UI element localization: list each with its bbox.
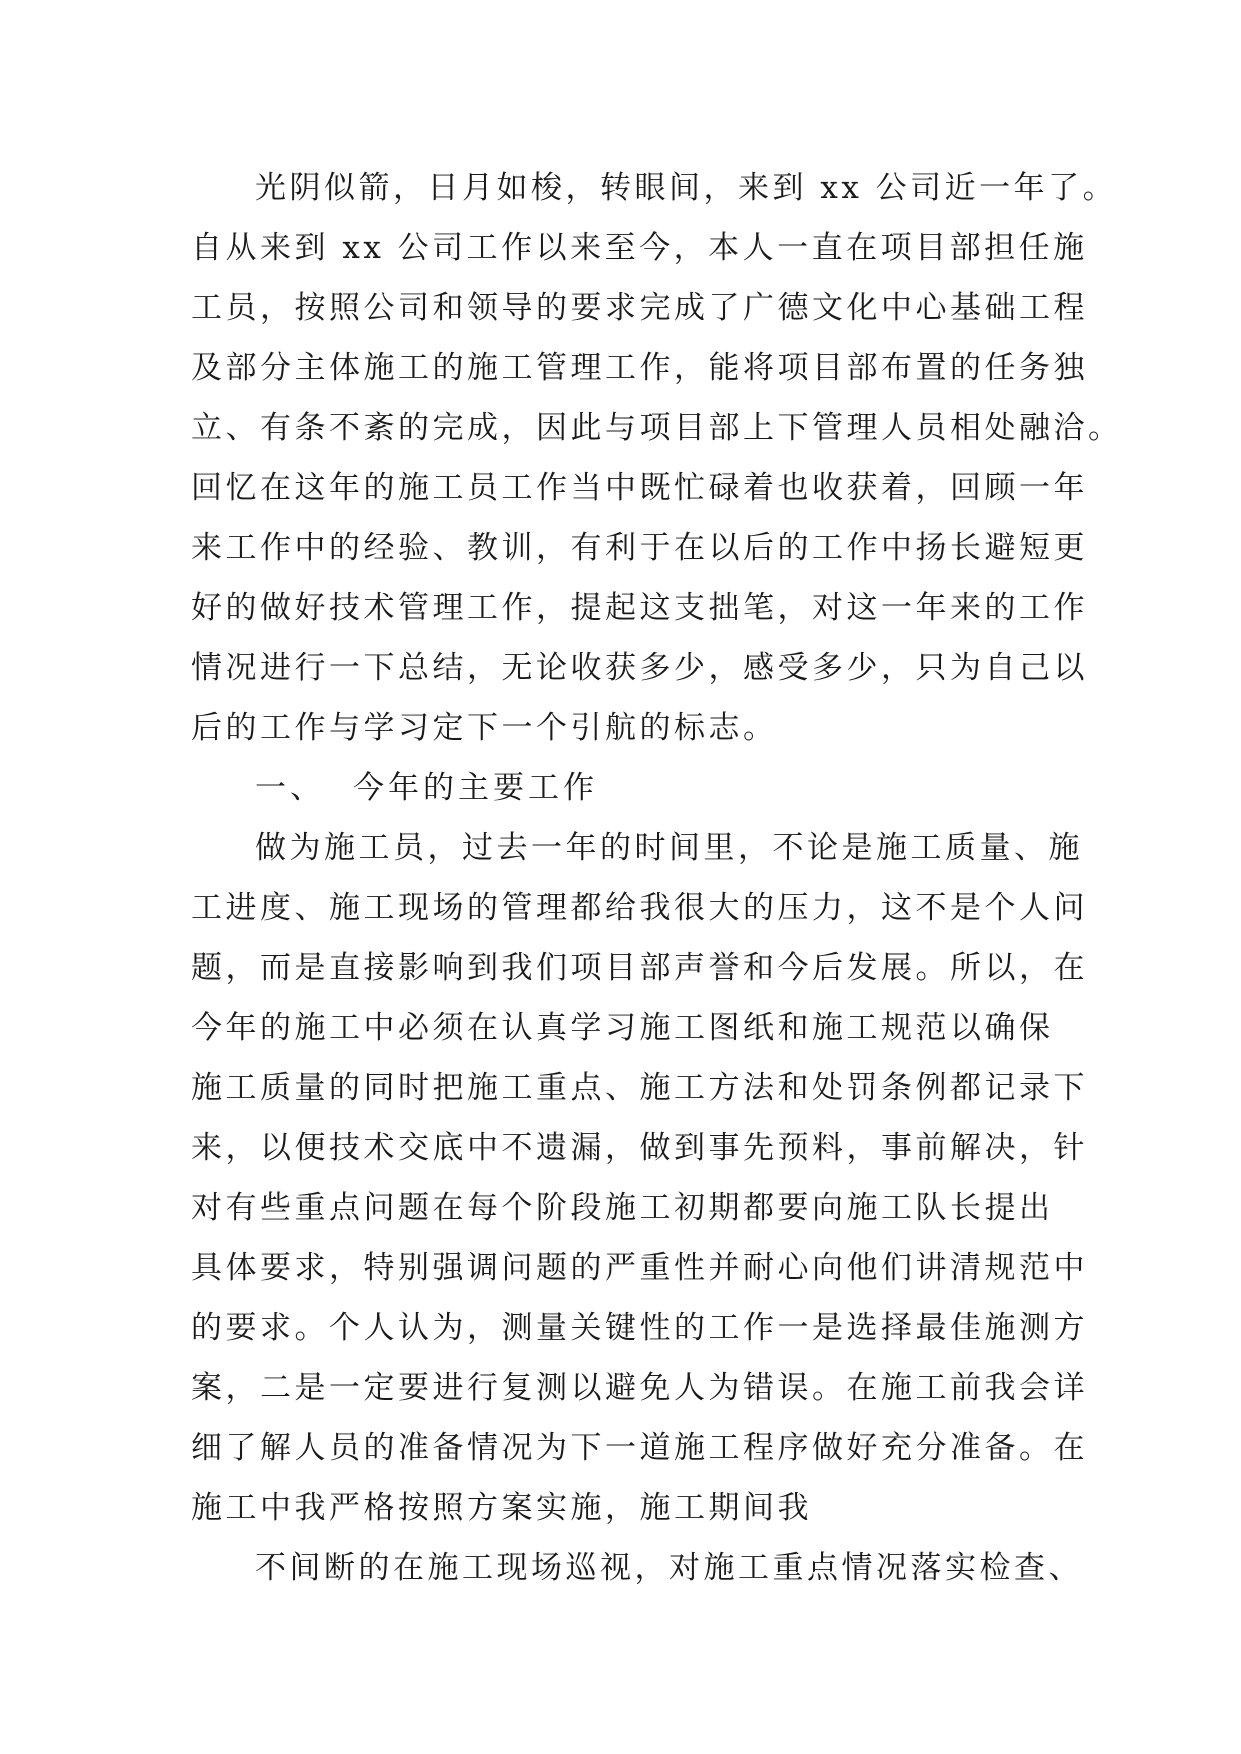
paragraph-2-line-12: 施工中我严格按照方案实施，施工期间我 <box>191 1490 812 1526</box>
section-heading-1 <box>191 758 1071 818</box>
paragraph-1-line-5: 立、有条不紊的完成，因此与项目部上下管理人员相处融洽。 <box>191 410 1123 446</box>
paragraph-1-line-8: 好的做好技术管理工作，提起这支拙笔，对这一年来的工作 <box>191 590 1088 626</box>
section-heading-number: 一、 <box>255 770 325 806</box>
paragraph-2-line-10: 案，二是一定要进行复测以避免人为错误。在施工前我会详 <box>191 1370 1088 1406</box>
paragraph-1-line-1: 光阴似箭，日月如梭，转眼间，来到 xx 公司近一年了。 <box>255 170 1118 206</box>
paragraph-1-line-2: 自从来到 xx 公司工作以来至今，本人一直在项目部担任施 <box>191 230 1088 266</box>
paragraph-2-line-6: 来，以便技术交底中不遗漏，做到事先预料，事前解决，针 <box>191 1130 1088 1166</box>
paragraph-2-line-5: 施工质量的同时把施工重点、施工方法和处罚条例都记录下 <box>191 1070 1088 1106</box>
paragraph-1-line-10: 后的工作与学习定下一个引航的标志。 <box>191 710 778 746</box>
paragraph-2-line-7: 对有些重点问题在每个阶段施工初期都要向施工队长提出 <box>191 1190 1054 1226</box>
paragraph-2-line-3: 题，而是直接影响到我们项目部声誉和今后发展。所以，在 <box>191 950 1088 986</box>
paragraph-1-line-6: 回忆在这年的施工员工作当中既忙碌着也收获着，回顾一年 <box>191 470 1088 506</box>
document-body <box>191 158 1123 1598</box>
paragraph-1-line-7: 来工作中的经验、教训，有利于在以后的工作中扬长避短更 <box>191 530 1088 566</box>
paragraph-2-line-1: 做为施工员，过去一年的时间里，不论是施工质量、施 <box>255 830 1083 866</box>
paragraph-1-line-3: 工员，按照公司和领导的要求完成了广德文化中心基础工程 <box>191 290 1088 326</box>
paragraph-2-line-8: 具体要求，特别强调问题的严重性并耐心向他们讲清规范中 <box>191 1250 1088 1286</box>
paragraph-1-line-4: 及部分主体施工的施工管理工作，能将项目部布置的任务独 <box>191 350 1088 386</box>
section-heading-title: 今年的主要工作 <box>353 770 598 806</box>
paragraph-2-line-4: 今年的施工中必须在认真学习施工图纸和施工规范以确保 <box>191 1010 1054 1046</box>
paragraph-2-line-9: 的要求。个人认为，测量关键性的工作一是选择最佳施测方 <box>191 1310 1088 1346</box>
paragraph-2-line-11: 细了解人员的准备情况为下一道施工程序做好充分准备。在 <box>191 1430 1088 1466</box>
paragraph-2-line-2: 工进度、施工现场的管理都给我很大的压力，这不是个人问 <box>191 890 1088 926</box>
paragraph-1-line-9: 情况进行一下总结，无论收获多少，感受多少，只为自己以 <box>191 650 1088 686</box>
paragraph-3-line-1: 不间断的在施工现场巡视，对施工重点情况落实检查、 <box>255 1550 1083 1586</box>
